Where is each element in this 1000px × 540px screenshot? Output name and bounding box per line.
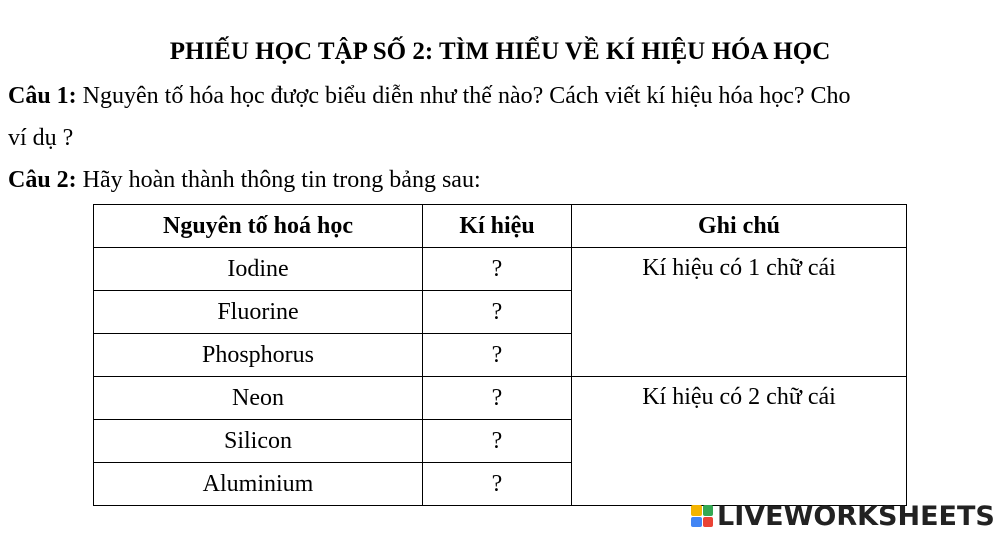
symbol-cell[interactable]: ?: [423, 334, 572, 377]
question-1: [8, 80, 851, 112]
note-one-letter: Kí hiệu có 1 chữ cái: [572, 248, 907, 377]
element-name: Silicon: [94, 420, 423, 463]
question-2-label: Câu 2:: [8, 167, 77, 193]
elements-table: [93, 204, 907, 506]
header-symbol: Kí hiệu: [423, 205, 572, 248]
liveworksheets-wordmark: LIVEWORKSHEETS: [717, 500, 995, 532]
element-name: Iodine: [94, 248, 423, 291]
element-name: Neon: [94, 377, 423, 420]
logo-square-icon: [703, 505, 714, 516]
header-note: Ghi chú: [572, 205, 907, 248]
table-row: [94, 377, 907, 420]
note-two-letters: Kí hiệu có 2 chữ cái: [572, 377, 907, 506]
symbol-cell[interactable]: ?: [423, 420, 572, 463]
liveworksheets-logo-icon: [691, 505, 713, 527]
question-2: [8, 164, 481, 196]
question-1-text: Nguyên tố hóa học được biểu diễn như thế nào? Cách viết kí hiệu hóa học? Cho: [76, 83, 851, 109]
table-row: [94, 248, 907, 291]
liveworksheets-logo: [691, 500, 995, 532]
element-name: Phosphorus: [94, 334, 423, 377]
question-2-text: Hãy hoàn thành thông tin trong bảng sau:: [76, 167, 481, 193]
header-element: Nguyên tố hoá học: [94, 205, 423, 248]
logo-square-icon: [691, 517, 702, 528]
element-name: Aluminium: [94, 463, 423, 506]
table-header-row: [94, 205, 907, 248]
logo-square-icon: [691, 505, 702, 516]
element-name: Fluorine: [94, 291, 423, 334]
symbol-cell[interactable]: ?: [423, 463, 572, 506]
question-1-continuation: ví dụ ?: [8, 125, 74, 151]
symbol-cell[interactable]: ?: [423, 248, 572, 291]
worksheet-title: PHIẾU HỌC TẬP SỐ 2: TÌM HIỂU VỀ KÍ HIỆU HÓA HỌC: [169, 38, 831, 65]
logo-square-icon: [703, 517, 714, 528]
symbol-cell[interactable]: ?: [423, 377, 572, 420]
question-1-label: Câu 1:: [8, 83, 77, 109]
symbol-cell[interactable]: ?: [423, 291, 572, 334]
